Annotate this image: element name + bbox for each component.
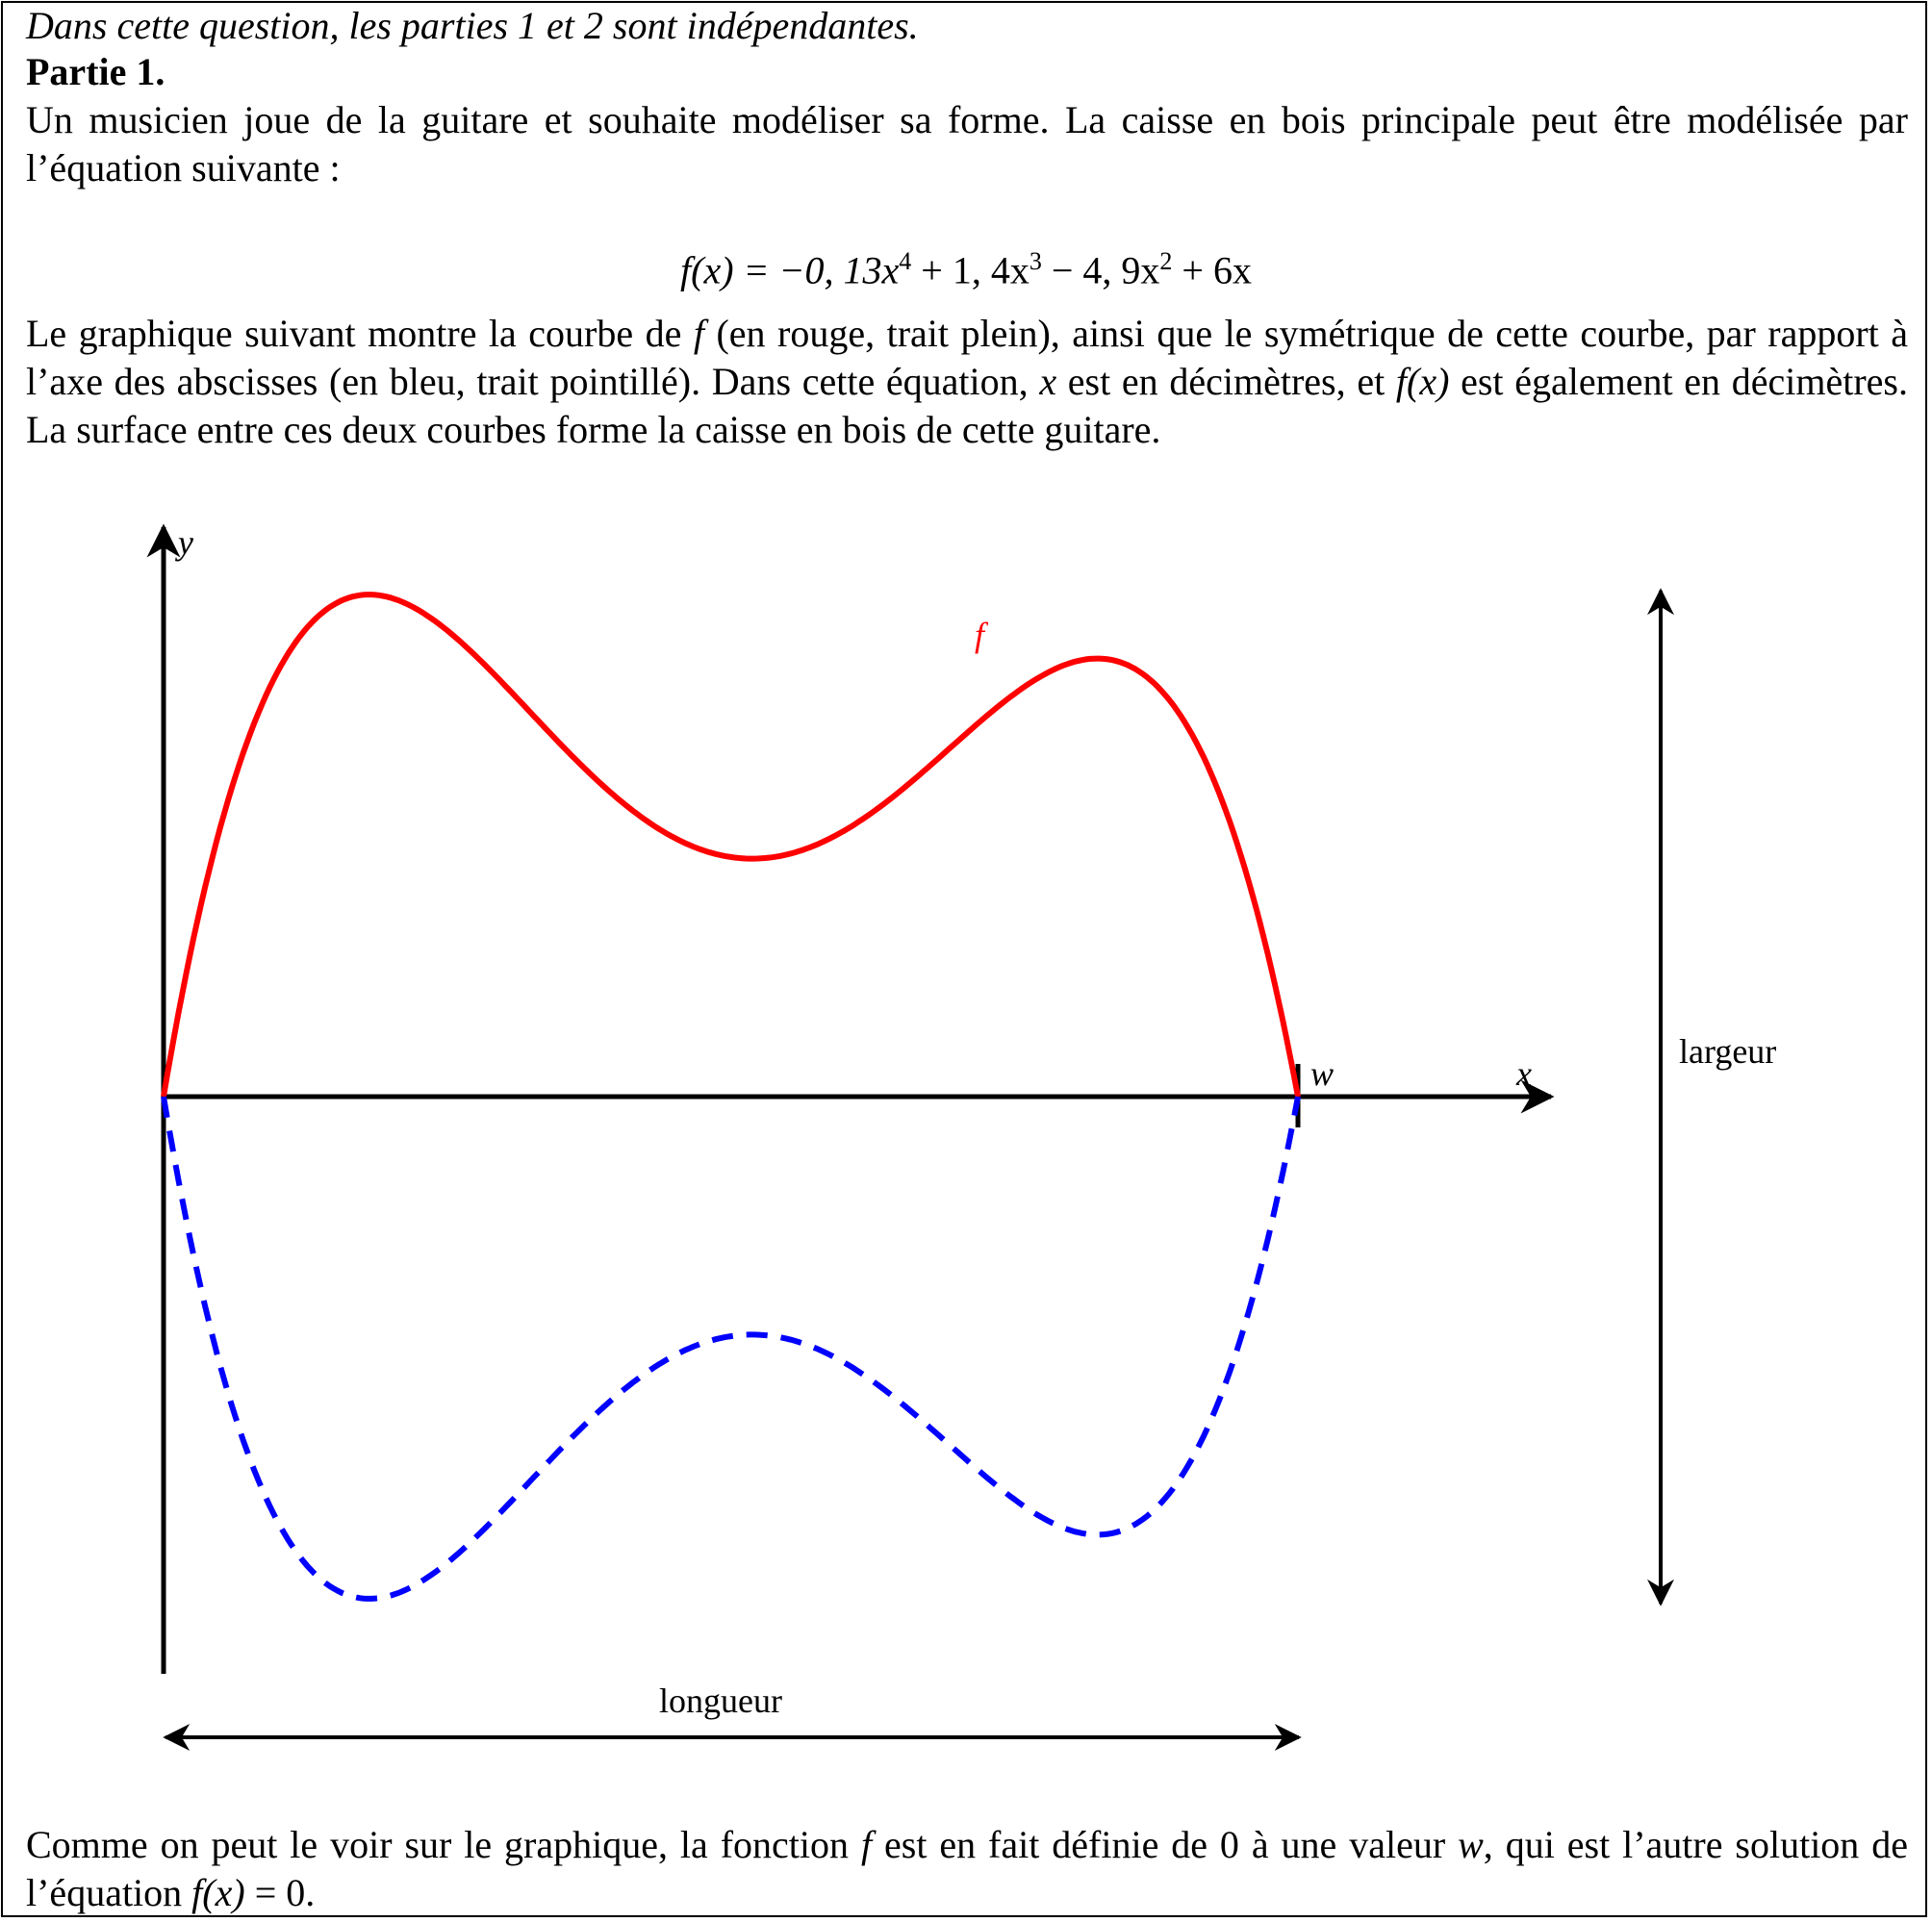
part-heading: Partie 1. [26,50,165,93]
x-axis-label: x [1516,1054,1532,1093]
equation-term-3: − 4, 9x [1041,248,1160,292]
text-span: est également en décimètres. La surface entre ces deux courbes forme la caisse en bois de cette guitare. [26,360,1908,451]
math-fx: f(x) [191,1871,245,1914]
equation-exp-4: 4 [899,247,912,275]
equation-exp-2: 2 [1159,247,1173,275]
intro-text: Dans cette question, les parties 1 et 2 sont indépendantes. [26,4,919,47]
text-span: , qui est l’autre solution de l’équation [26,1823,1908,1914]
math-f: f [693,312,704,355]
f-curve-label: f [975,616,985,654]
equation-term-4: + 6x [1172,248,1252,292]
text-span: Comme on peut le voir sur le graphique, la fonction [26,1823,861,1866]
math-x: x [1039,360,1057,403]
paragraph-guitar-intro: Un musicien joue de la guitare et souhaite modéliser sa forme. La caisse en bois principale peut être modélisée par l’équation suivante : [26,98,1908,190]
math-w: w [1458,1823,1484,1866]
text-span: (en rouge, trait plein), ainsi que le symétrique de cette courbe, par rapport à l’axe des abscisses (en bleu, trait pointillé). Dans cette équation, [26,312,1908,403]
largeur-label: largeur [1679,1032,1777,1071]
math-fx: f(x) [1395,360,1450,403]
math-f: f [860,1823,873,1866]
text-span: Le graphique suivant montre la courbe de [26,312,694,355]
equation-term-2: + 1, 4x [911,248,1030,292]
text-span: = 0. [244,1871,316,1914]
w-label: w [1310,1054,1335,1093]
text-span: est en fait définie de 0 à une valeur [872,1823,1459,1866]
paragraph-conclusion [26,1821,1908,1917]
text-span: est en décimètres, et [1056,360,1396,403]
curve-mirror [164,1097,1298,1599]
equation-lhs: f(x) = −0, 13x [680,248,900,292]
curve-f [164,594,1298,1097]
y-axis-label: y [178,523,193,562]
equation-exp-3: 3 [1029,247,1042,275]
longueur-label: longueur [659,1682,782,1720]
